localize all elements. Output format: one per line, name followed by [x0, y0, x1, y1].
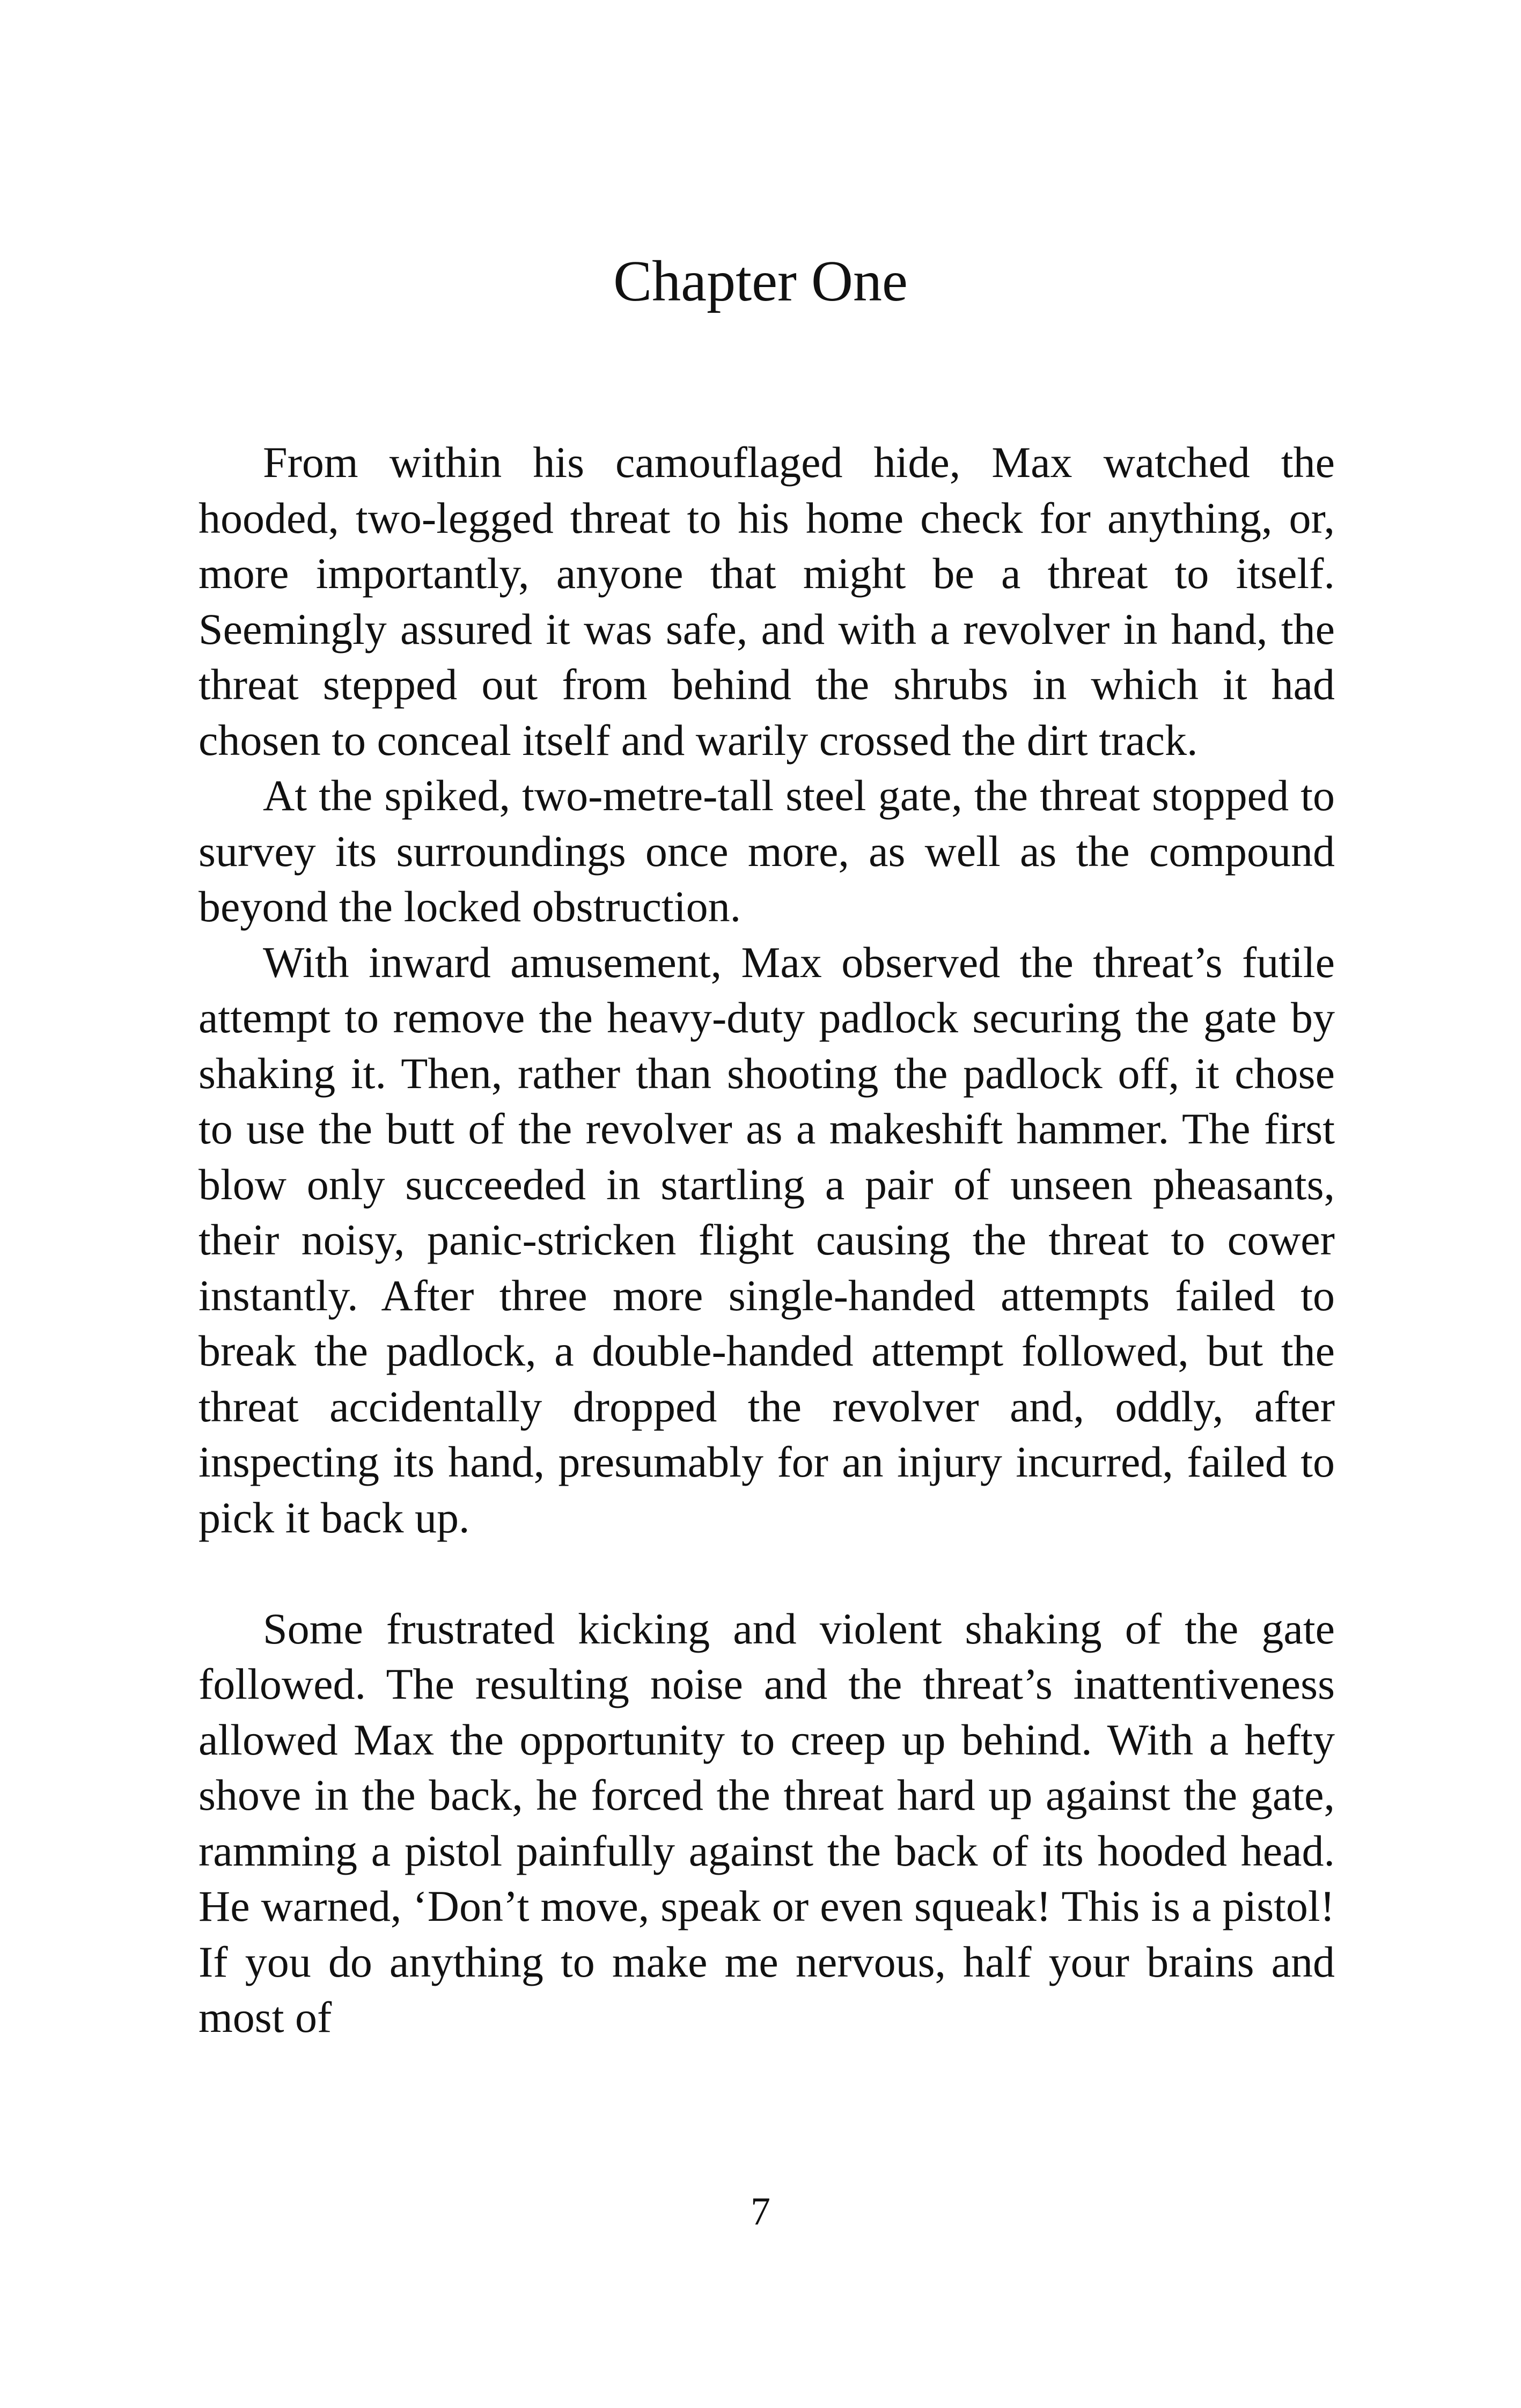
chapter-title: Chapter One: [613, 249, 908, 313]
paragraph: With inward amusement, Max observed the threat’s futile attempt to remove the heavy-duty padlock securing the gate by shaking it. Then, rather than shooting the padlock off, it chose to use the butt of the revolver as a makeshift hammer. The first blow only succeeded in startling a pair of unseen pheasants, their noisy, panic-stricken flight causing the threat to cower instantly. After three more single-handed attempts failed to break the padlock, a double-handed attempt followed, but the threat accidentally dropped the revolver and, oddly, after inspecting its hand, presumably for an injury incurred, failed to pick it back up.: [199, 937, 1335, 1542]
page-number: 7: [751, 2190, 770, 2234]
paragraph: From within his camouflaged hide, Max watched the hooded, two-legged threat to his home check for anything, or, more importantly, anyone that might be a threat to itself. Seemingly assured it was safe, and with a revolver in hand, the threat stepped out from behind the shrubs in which it had chosen to conceal itself and warily crossed the dirt track.: [199, 438, 1335, 765]
paragraph: At the spiked, two-metre-tall steel gate, the threat stopped to survey its surroundings once more, as well as the compound beyond the locked obstruction.: [199, 771, 1335, 931]
paragraph: Some frustrated kicking and violent shaking of the gate followed. The resulting noise and the threat’s inattentiveness allowed Max the opportunity to creep up behind. With a hefty shove in the back, he forced the threat hard up against the gate, ramming a pistol painfully against the back of its hooded head. He warned, ‘Don’t move, speak or even squeak! This is a pistol! If you do anything to make me nervous, half your brains and most of: [199, 1604, 1335, 2042]
chapter-body: [199, 435, 1335, 2045]
